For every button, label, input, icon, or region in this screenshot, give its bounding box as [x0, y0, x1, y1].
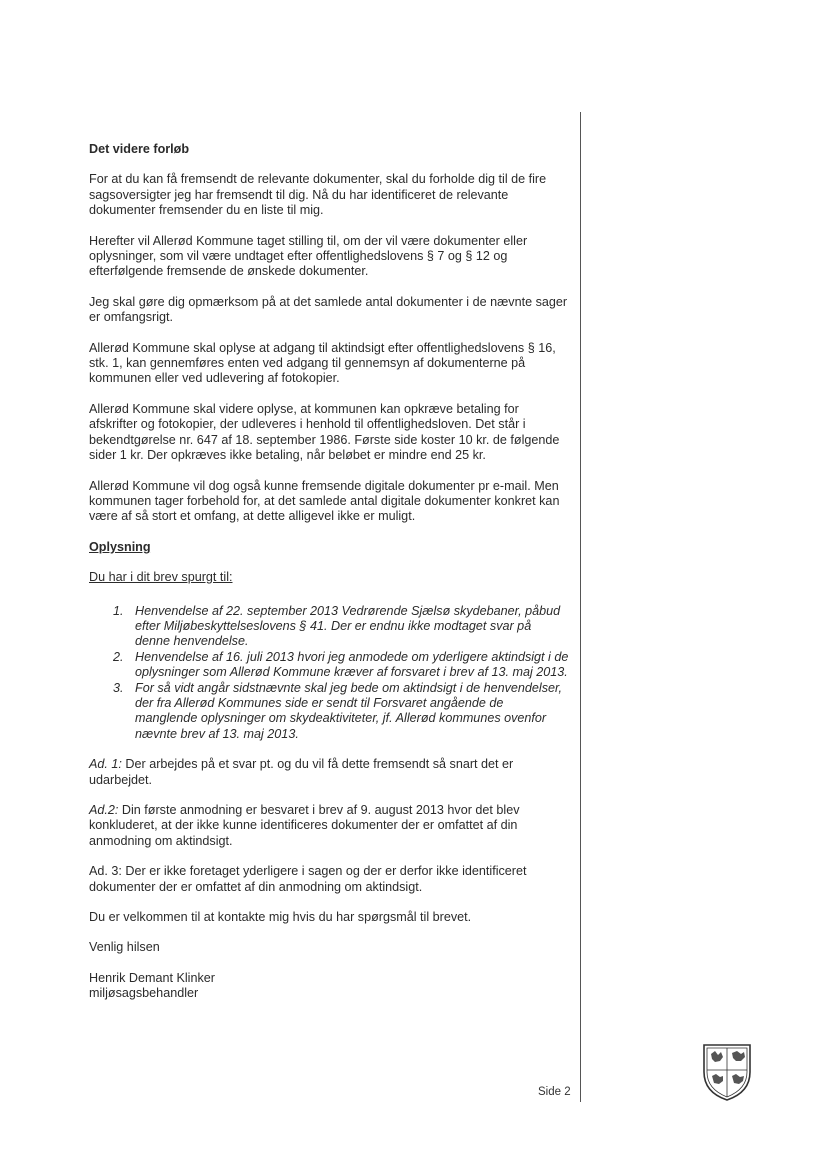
request-list — [89, 604, 569, 743]
paragraph: Allerød Kommune vil dog også kunne fremsende digitale dokumenter pr e-mail. Men kommunen tager forbehold for, at det samlede antal digitale dokumenter konkret kan være af så stort et omfang, at dette alligevel ikke er muligt. — [89, 478, 560, 524]
greeting: Venlig hilsen — [89, 940, 160, 955]
paragraph: Jeg skal gøre dig opmærksom på at det samlede antal dokumenter i de nævnte sager er omfangsrigt. — [89, 294, 568, 325]
list-text: For så vidt angår sidstnævnte skal jeg bede om aktindsigt i de henvendelser, der fra Allerød Kommunes side er sendt til Forsvaret angående de manglende oplysninger om skydeaktiviteter, jf. Allerød kommunes ovenfor nævnte brev af 13. maj 2013. — [135, 680, 563, 741]
section-heading: Det videre forløb — [89, 142, 190, 156]
answer-label: Ad.2: — [89, 803, 119, 817]
list-number: 2. — [113, 649, 124, 664]
section-title: Oplysning — [89, 539, 151, 554]
letter-body — [89, 142, 569, 1002]
answer-text: Ad. 3: Der er ikke foretaget yderligere i sagen og der er derfor ikke identificeret dokumenter der er omfattet af din anmodning om aktindsigt. — [89, 864, 527, 894]
list-text: Henvendelse af 16. juli 2013 hvori jeg anmodede om yderligere aktindsigt i de oplysninger som Allerød Kommune kræver af forsvaret i brev af 13. maj 2013. — [135, 649, 569, 680]
answer-label: Ad. 1: — [89, 757, 122, 772]
list-item — [89, 604, 569, 650]
list-number: 3. — [113, 680, 124, 695]
list-number: 1. — [113, 603, 124, 618]
paragraph: Allerød Kommune skal oplyse at adgang til aktindsigt efter offentlighedslovens § 16, stk. 1, kan gennemføres enten ved adgang til gennemsyn af dokumenterne på kommunen eller ved udlevering af fotokopier. — [89, 340, 556, 386]
municipal-crest-icon — [701, 1042, 753, 1102]
answer-paragraph — [89, 757, 569, 788]
answer-text: Din første anmodning er besvaret i brev af 9. august 2013 hvor det blev konkluderet, at der ikke kunne identificeres dokumenter der er omfattet af din anmodning om aktindsigt. — [89, 803, 520, 848]
list-item — [89, 681, 569, 743]
signer-title: miljøsagsbehandler — [89, 986, 199, 1001]
closing-line: Du er velkommen til at kontakte mig hvis du har spørgsmål til brevet. — [89, 910, 472, 925]
page-number: Side 2 — [538, 1086, 571, 1098]
paragraph: Herefter vil Allerød Kommune taget stilling til, om der vil være dokumenter eller oplysninger, som vil være undtaget efter offentlighedslovens § 7 og § 12 og efterfølgende fremsende de ønskede dokumenter. — [89, 233, 528, 279]
answer-paragraph — [89, 803, 569, 849]
paragraph: Allerød Kommune skal videre oplyse, at kommunen kan opkræve betaling for afskrifter og fotokopier, der udleveres i henhold til offentlighedsloven. Det står i bekendtgørelse nr. 647 af 18. september 1986. Første side koster 10 kr. de følgende sider 1 kr. Der opkræves ikke betaling, når beløbet er mindre end 25 kr. — [89, 401, 560, 463]
signer-name: Henrik Demant Klinker — [89, 970, 215, 985]
section-intro: Du har i dit brev spurgt til: — [89, 570, 233, 585]
margin-rule — [580, 112, 581, 1102]
answer-text: Der arbejdes på et svar pt. og du vil få dette fremsendt så snart det er udarbejdet. — [89, 757, 514, 787]
list-text: Henvendelse af 22. september 2013 Vedrørende Sjælsø skydebaner, påbud efter Miljøbeskyttelseslovens § 41. Der er endnu ikke modtaget svar på denne henvendelse. — [135, 603, 561, 649]
list-item — [89, 650, 569, 681]
paragraph: For at du kan få fremsendt de relevante dokumenter, skal du forholde dig til de fire sagsoversigter jeg har fremsendt til dig. Nå du har identificeret de relevante dokumenter fremsender du en liste til mig. — [89, 172, 547, 218]
answer-paragraph — [89, 864, 569, 895]
